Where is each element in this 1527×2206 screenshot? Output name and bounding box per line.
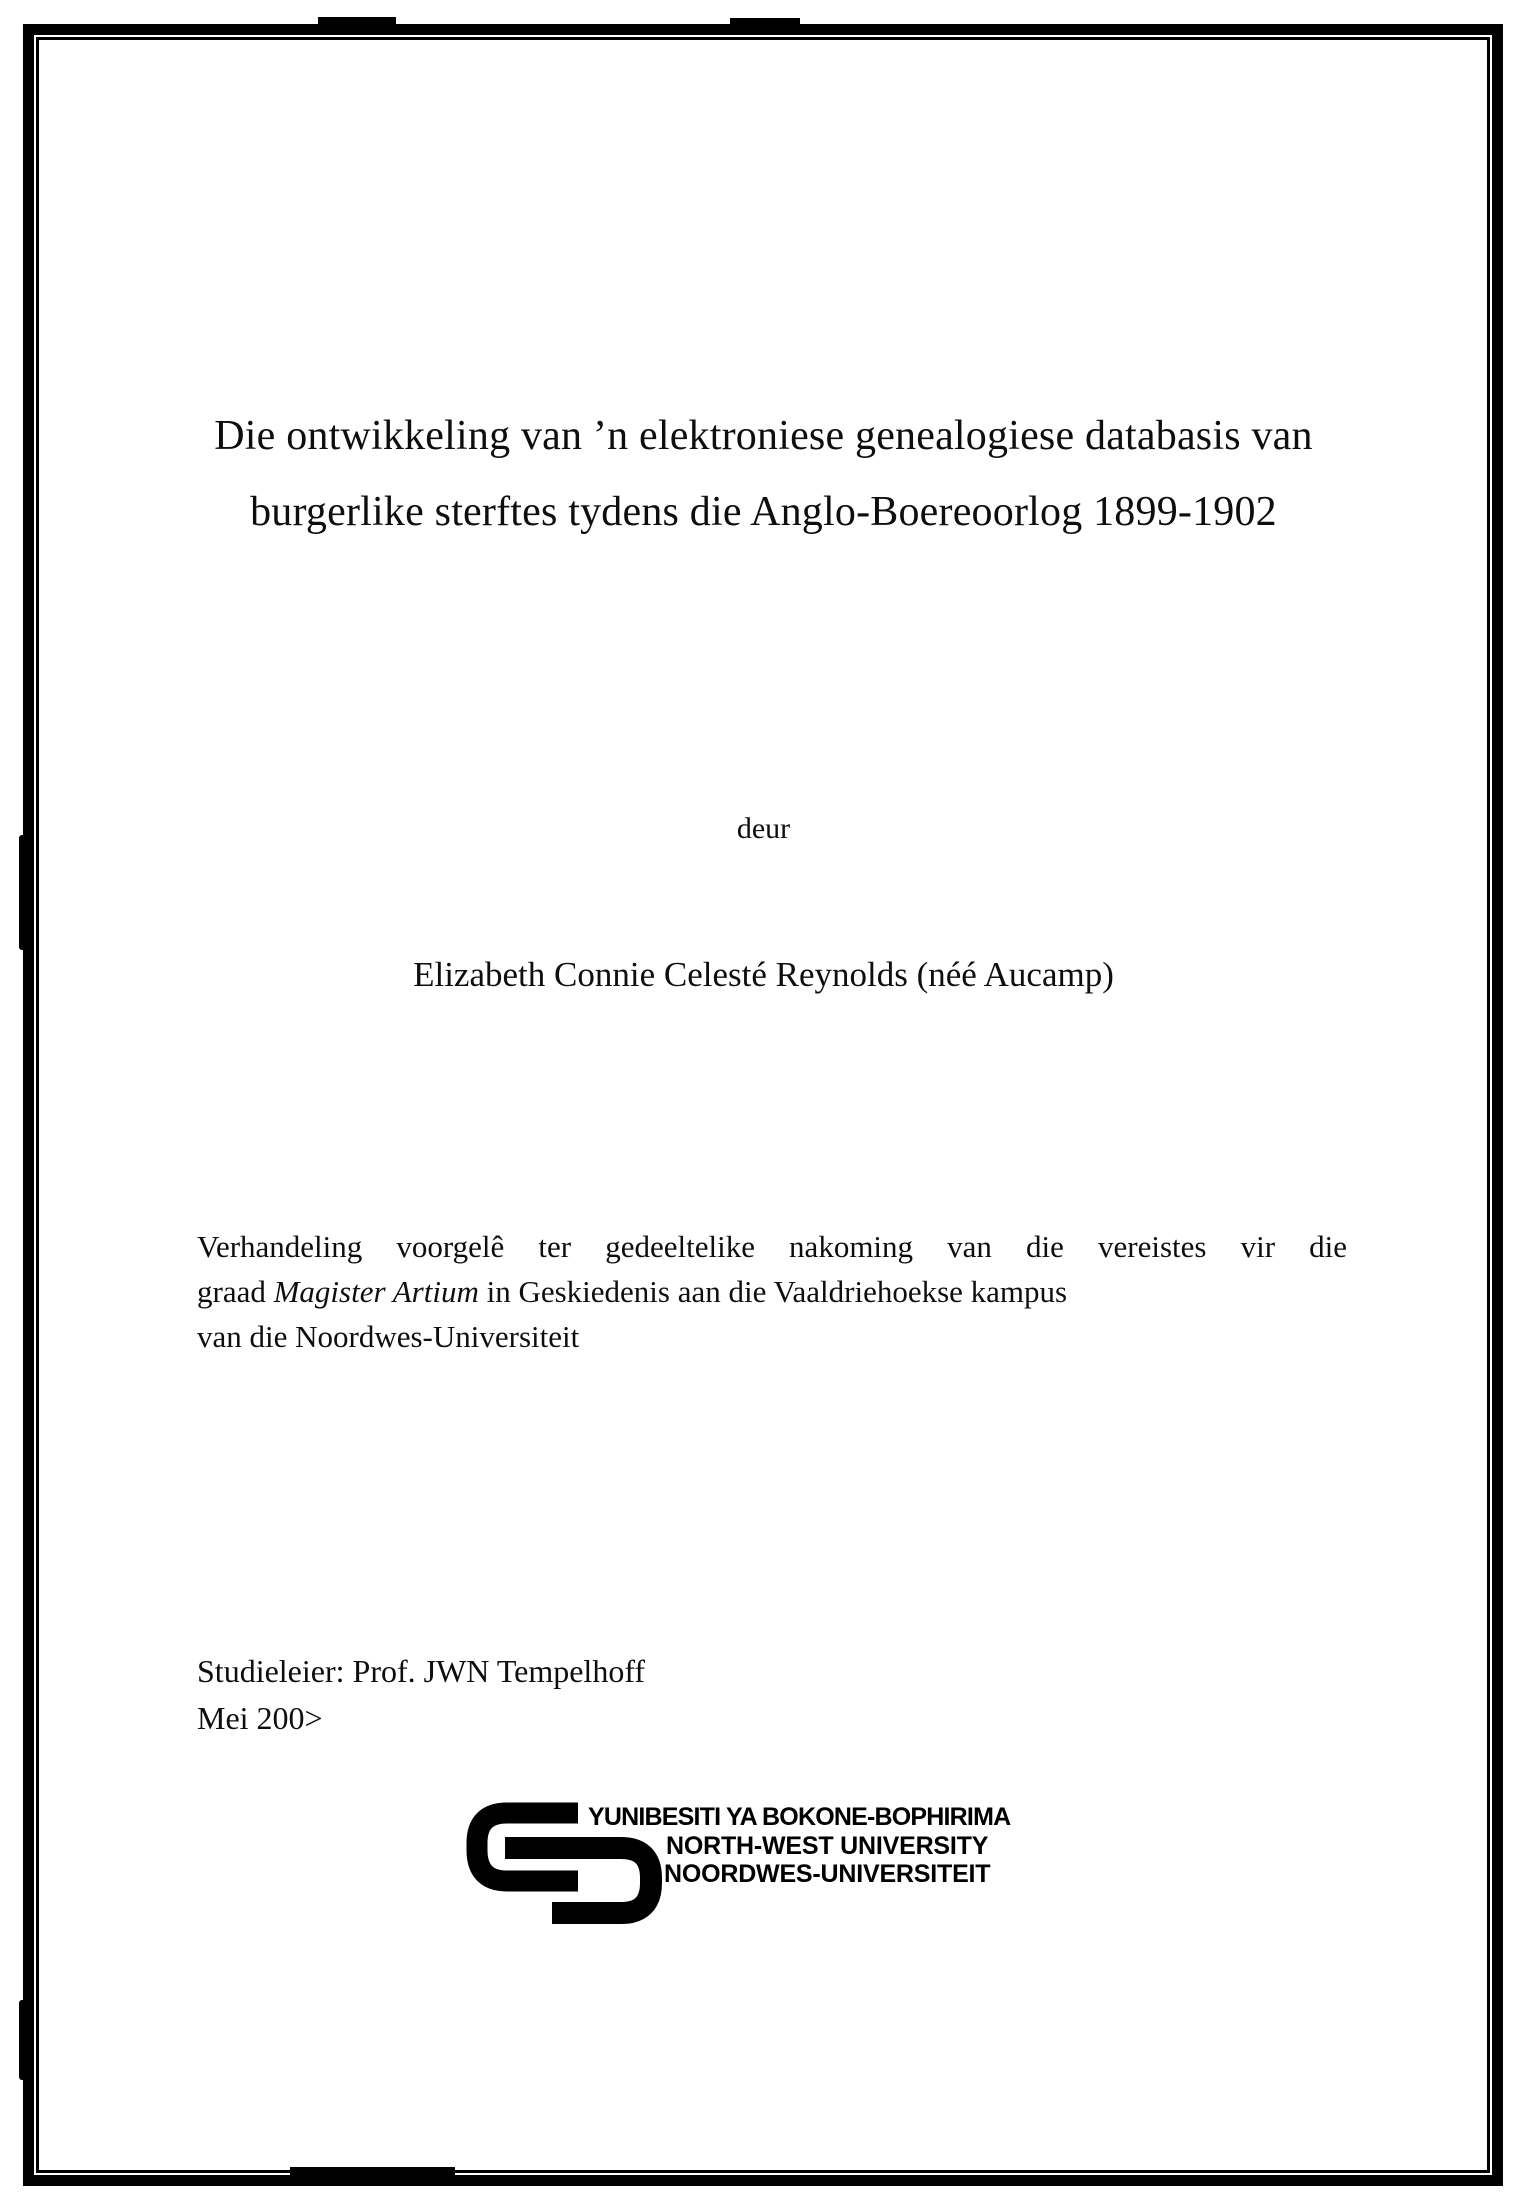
- scan-artifact: [730, 18, 800, 28]
- supervisor-block: [197, 1648, 645, 1742]
- degree-statement-line2-pre: graad: [197, 1274, 274, 1309]
- university-logo: [466, 1800, 1106, 1935]
- byline-label: deur: [736, 812, 791, 845]
- logo-text-afrikaans: NOORDWES-UNIVERSITEIT: [664, 1860, 991, 1888]
- logo-text-setswana: YUNIBESITI YA BOKONE-BOPHIRIMA: [588, 1803, 1011, 1831]
- logo-text-english: NORTH-WEST UNIVERSITY: [666, 1832, 989, 1860]
- scan-artifact: [318, 17, 396, 28]
- scan-artifact: [19, 2000, 32, 2080]
- scan-artifact: [290, 2167, 455, 2179]
- degree-statement-line3: van die Noordwes-Universiteit: [197, 1319, 580, 1354]
- supervisor-line: Studieleier: Prof. JWN Tempelhoff: [197, 1653, 646, 1689]
- degree-statement-line1: Verhandeling voorgelê ter gedeeltelike nakoming van die vereistes vir die: [197, 1229, 1347, 1264]
- degree-statement-line2-post: in Geskiedenis aan die Vaaldriehoekse kampus: [478, 1274, 1068, 1309]
- thesis-title-line1: Die ontwikkeling van ’n elektroniese genealogiese databasis van: [214, 413, 1313, 459]
- thesis-title-line2: burgerlike sterftes tydens die Anglo-Boereoorlog 1899-1902: [250, 489, 1277, 535]
- thesis-title: [120, 398, 1407, 550]
- scan-artifact: [19, 835, 33, 950]
- author-name: Elizabeth Connie Celesté Reynolds (néé Aucamp): [413, 955, 1114, 994]
- degree-statement: [197, 1224, 1347, 1359]
- date-line: Mei 200>: [197, 1700, 323, 1736]
- degree-name-italic: Magister Artium: [273, 1274, 479, 1309]
- degree-statement-line2: [197, 1269, 1347, 1314]
